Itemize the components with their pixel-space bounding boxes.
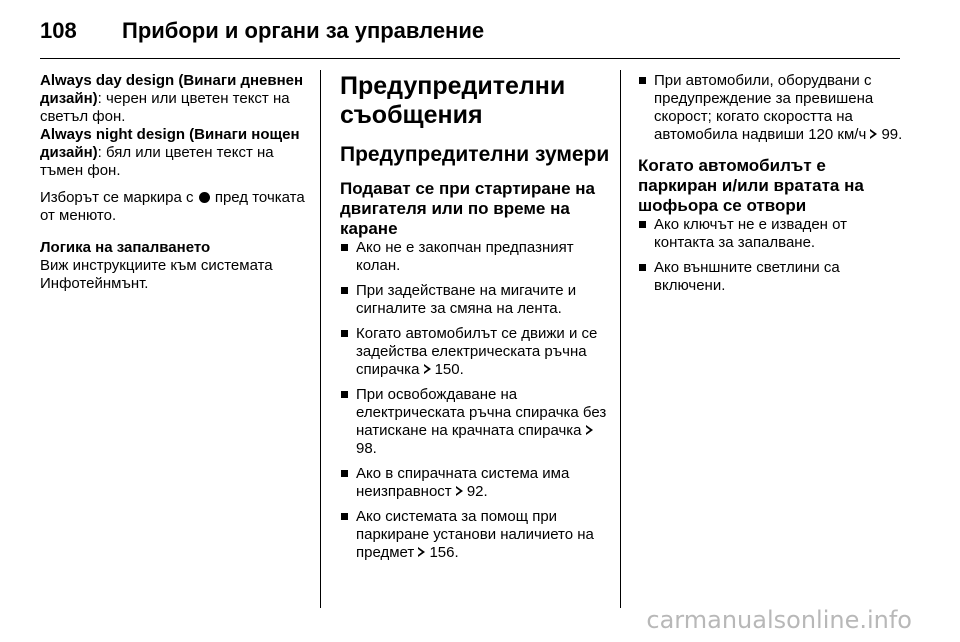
header-divider bbox=[40, 58, 900, 59]
column-2 bbox=[340, 72, 610, 569]
page-number: 108 bbox=[40, 18, 77, 43]
list-item-text: Ако в спирачната система има неизправност bbox=[356, 465, 570, 500]
ignition-logic-heading: Логика на запалването bbox=[40, 239, 211, 256]
page-reference-link[interactable]: 99. bbox=[881, 126, 903, 143]
watermark: carmanualsonline.info bbox=[646, 606, 912, 634]
warning-chimes-list bbox=[340, 239, 610, 562]
speed-warning-list bbox=[638, 72, 906, 144]
night-design-desc: : бял или цветен текст на тъмен фон. bbox=[40, 144, 274, 179]
page-header bbox=[40, 10, 900, 52]
bullet-square-icon bbox=[341, 513, 348, 520]
page-reference-link[interactable]: 98. bbox=[356, 440, 377, 457]
list-item-text: При автомобили, оборудвани с предупреждение за превишена скорост; когато скоростта на автомобила надвиши 120 км/ч bbox=[654, 72, 874, 143]
list-item bbox=[340, 508, 610, 562]
bullet-square-icon bbox=[639, 264, 646, 271]
page-reference-icon bbox=[456, 486, 463, 496]
list-item bbox=[638, 259, 906, 295]
night-design-term: Always night design (Винаги нощен дизайн) bbox=[40, 126, 300, 161]
day-design-desc: : черен или цветен текст на светъл фон. bbox=[40, 90, 290, 125]
list-item bbox=[638, 216, 906, 252]
bullet-square-icon bbox=[341, 470, 348, 477]
list-item-text: Ако системата за помощ при паркиране установи наличието на предмет bbox=[356, 508, 594, 561]
list-item-text: При освобождаване на електрическата ръчна спирачка без натискане на крачната спирачка bbox=[356, 386, 607, 439]
list-item-text: Ако външните светлини са включени. bbox=[654, 259, 840, 294]
list-item bbox=[340, 465, 610, 501]
column-divider-1 bbox=[320, 70, 321, 608]
column-3 bbox=[638, 72, 906, 302]
subsubsection-title: Подават се при стартиране на двигателя или по време на каране bbox=[340, 179, 595, 238]
page-reference-link[interactable]: 156. bbox=[429, 544, 459, 561]
day-design-term: Always day design (Винаги дневнен дизайн) bbox=[40, 72, 304, 107]
list-item-text: Ако ключът не е изваден от контакта за запалване. bbox=[654, 216, 848, 251]
night-design-paragraph bbox=[40, 126, 308, 180]
bullet-square-icon bbox=[639, 221, 646, 228]
day-design-paragraph bbox=[40, 72, 308, 126]
parked-heading: Когато автомобилът е паркиран и/или вратата на шофьора се отвори bbox=[638, 156, 864, 215]
ignition-logic-paragraph: Виж инструкциите към системата Инфотейнмънт. bbox=[40, 257, 273, 292]
bullet-square-icon bbox=[341, 391, 348, 398]
column-divider-2 bbox=[620, 70, 621, 608]
selection-paragraph bbox=[40, 189, 308, 225]
filled-dot-icon bbox=[199, 192, 210, 203]
subsection-title: Предупредителни зумери bbox=[340, 143, 610, 166]
list-item bbox=[340, 386, 610, 458]
page-reference-icon bbox=[418, 547, 425, 557]
section-title: Предупредителни съобщения bbox=[340, 72, 566, 129]
parked-warning-list bbox=[638, 216, 906, 295]
list-item bbox=[638, 72, 906, 144]
column-1 bbox=[40, 72, 308, 293]
bullet-square-icon bbox=[639, 77, 646, 84]
list-item-text: При задействане на мигачите и сигналите за смяна на лента. bbox=[356, 282, 577, 317]
list-item bbox=[340, 325, 610, 379]
bullet-square-icon bbox=[341, 330, 348, 337]
page-reference-link[interactable]: 92. bbox=[466, 483, 488, 500]
bullet-square-icon bbox=[341, 287, 348, 294]
selection-text-post: пред точката от менюто. bbox=[40, 189, 305, 224]
list-item bbox=[340, 282, 610, 318]
page-reference-icon bbox=[424, 364, 431, 374]
bullet-square-icon bbox=[341, 244, 348, 251]
list-item bbox=[340, 239, 610, 275]
selection-text-pre: Изборът се маркира с bbox=[40, 189, 194, 206]
list-item-text: Ако не е закопчан предпазният колан. bbox=[356, 239, 574, 274]
list-item-text: Когато автомобилът се движи и се задейства електрическата ръчна спирачка bbox=[356, 325, 598, 378]
page-reference-icon bbox=[586, 425, 593, 435]
chapter-title: Прибори и органи за управление bbox=[122, 18, 485, 43]
page-reference-icon bbox=[870, 129, 877, 139]
page-reference-link[interactable]: 150. bbox=[434, 361, 464, 378]
